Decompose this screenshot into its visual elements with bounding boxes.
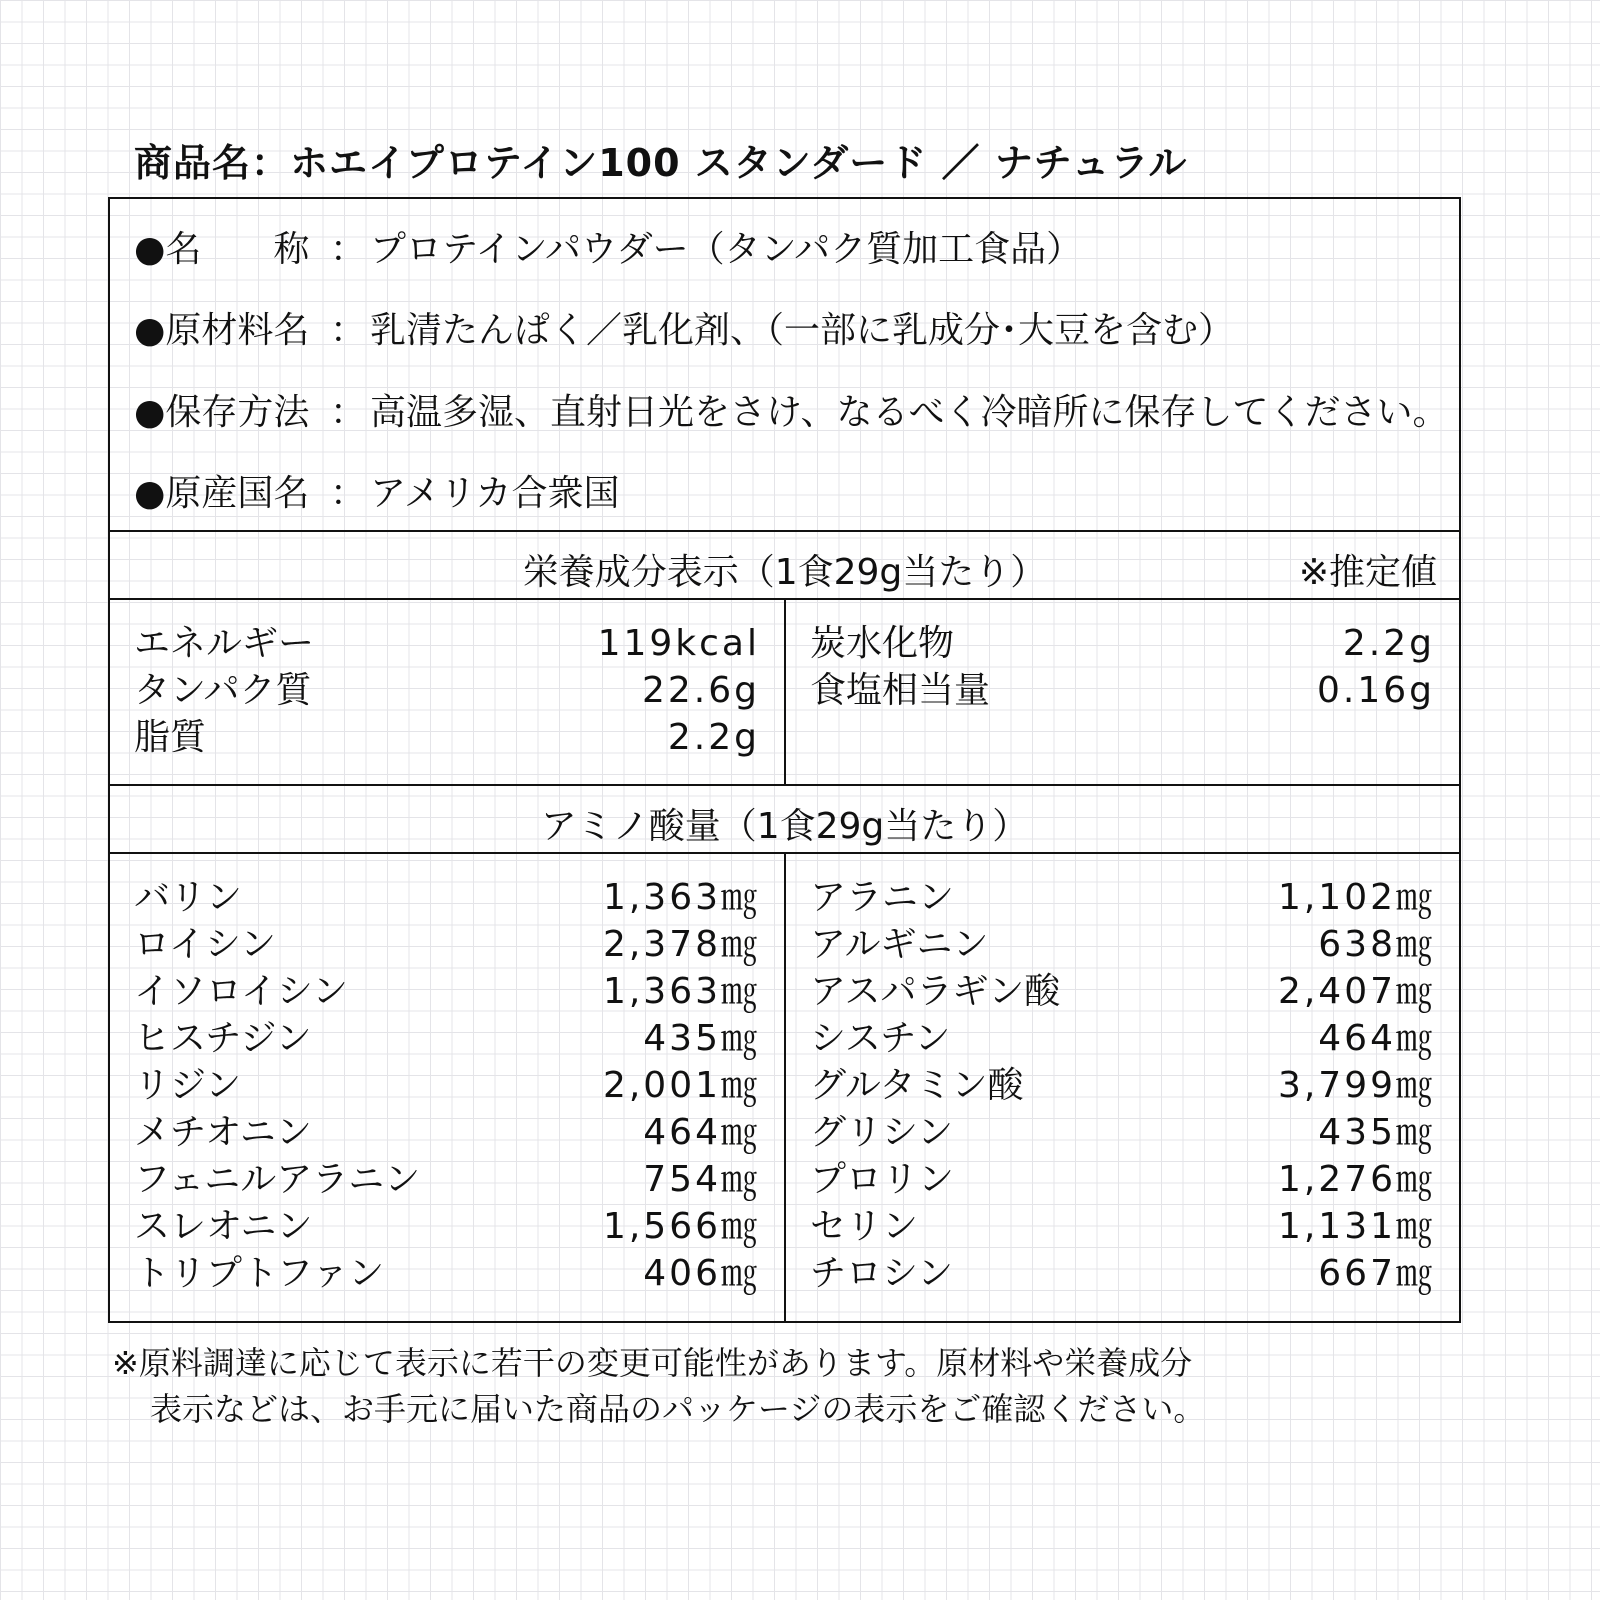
table-row xyxy=(110,667,784,714)
info-value: 高温多湿、直射日光をさけ、なるべく冷暗所に保存してください。 xyxy=(370,392,1449,433)
table-row xyxy=(110,620,784,667)
nutrition-right-column xyxy=(786,600,1459,784)
row-name: トリプトファン xyxy=(134,1253,385,1294)
row-name: フェニルアラニン xyxy=(134,1159,421,1200)
row-name: バリン xyxy=(134,877,243,918)
nutrition-left-column xyxy=(110,600,786,784)
table-row xyxy=(110,874,784,921)
row-name: 炭水化物 xyxy=(810,623,955,664)
table-row xyxy=(786,667,1459,714)
amino-left-column xyxy=(110,854,786,1321)
row-name: 食塩相当量 xyxy=(810,670,991,711)
table-row xyxy=(786,1250,1459,1297)
info-row-storage xyxy=(134,384,1449,435)
table-row xyxy=(786,1156,1459,1203)
info-value: 乳清たんぱく／乳化剤、（一部に乳成分･大豆を含む） xyxy=(370,310,1235,351)
table-row xyxy=(786,1109,1459,1156)
row-value: 2,378㎎ xyxy=(602,924,760,965)
table-row xyxy=(110,1109,784,1156)
row-value: 1,102㎎ xyxy=(1277,877,1435,918)
row-value: 464㎎ xyxy=(643,1112,760,1153)
row-value: 1,131㎎ xyxy=(1277,1206,1435,1247)
row-name: メチオニン xyxy=(134,1112,312,1153)
product-title: 商品名：ホエイプロテイン100 スタンダード ／ ナチュラル xyxy=(134,141,1188,185)
row-value: 667㎎ xyxy=(1318,1253,1435,1294)
row-value: 2.2g xyxy=(667,717,760,758)
info-label: ●保存方法 xyxy=(134,392,310,433)
info-value: アメリカ合衆国 xyxy=(370,473,620,514)
row-name: タンパク質 xyxy=(134,670,312,711)
footnote xyxy=(112,1340,1205,1432)
row-name: チロシン xyxy=(810,1253,954,1294)
table-row xyxy=(110,1250,784,1297)
row-name: ロイシン xyxy=(134,924,277,965)
table-row xyxy=(786,968,1459,1015)
info-row-ingredients xyxy=(134,302,1234,353)
info-row-name xyxy=(134,221,1082,272)
info-value: プロテインパウダー（タンパク質加工食品） xyxy=(370,229,1083,270)
row-name: エネルギー xyxy=(134,623,315,664)
amino-header xyxy=(110,786,1459,854)
row-value: 22.6g xyxy=(641,670,760,711)
row-name: セリン xyxy=(810,1206,919,1247)
colon: ： xyxy=(330,229,367,270)
row-value: 638㎎ xyxy=(1318,924,1435,965)
amino-right-column xyxy=(786,854,1459,1321)
row-name: シスチン xyxy=(810,1018,951,1059)
nutrition-header-title: 栄養成分表示（1食29g当たり） xyxy=(522,552,1047,593)
footnote-line: ※原料調達に応じて表示に若干の変更可能性があります。原材料や栄養成分 xyxy=(112,1344,1193,1382)
nutrition-section xyxy=(110,600,1459,786)
table-row xyxy=(110,1203,784,1250)
table-row xyxy=(786,620,1459,667)
row-value: 1,363㎎ xyxy=(602,877,760,918)
product-info-section xyxy=(110,199,1459,532)
row-name: ヒスチジン xyxy=(134,1018,312,1059)
table-row xyxy=(786,1203,1459,1250)
row-value: 2.2g xyxy=(1342,623,1435,664)
row-value: 754㎎ xyxy=(643,1159,760,1200)
amino-section xyxy=(110,854,1459,1321)
row-name: リジン xyxy=(134,1065,242,1106)
table-row xyxy=(786,921,1459,968)
label-table xyxy=(108,197,1461,1323)
row-value: 0.16g xyxy=(1316,670,1435,711)
table-row xyxy=(110,1015,784,1062)
table-row xyxy=(110,921,784,968)
info-label: ●名 称 xyxy=(134,229,310,270)
row-value: 2,001㎎ xyxy=(602,1065,760,1106)
row-name: スレオニン xyxy=(134,1206,313,1247)
table-row xyxy=(110,714,784,761)
amino-header-title: アミノ酸量（1食29g当たり） xyxy=(540,806,1029,847)
table-row xyxy=(110,1156,784,1203)
row-name: アラニン xyxy=(810,877,955,918)
row-name: 脂質 xyxy=(134,717,207,758)
row-value: 1,276㎎ xyxy=(1277,1159,1435,1200)
info-label: ●原産国名 xyxy=(134,473,310,514)
table-row xyxy=(786,874,1459,921)
info-label: ●原材料名 xyxy=(134,310,310,351)
row-name: グリシン xyxy=(810,1112,954,1153)
row-value: 119kcal xyxy=(597,623,760,664)
table-row xyxy=(786,1062,1459,1109)
info-row-origin xyxy=(134,465,619,516)
colon: ： xyxy=(330,392,367,433)
row-value: 435㎎ xyxy=(643,1018,760,1059)
estimate-note: ※推定値 xyxy=(1298,552,1437,593)
row-value: 406㎎ xyxy=(643,1253,760,1294)
row-name: イソロイシン xyxy=(134,971,349,1012)
colon: ： xyxy=(330,310,367,351)
row-value: 3,799㎎ xyxy=(1277,1065,1435,1106)
row-name: グルタミン酸 xyxy=(810,1065,1024,1106)
row-name: プロリン xyxy=(810,1159,955,1200)
footnote-line: 表示などは、お手元に届いた商品のパッケージの表示をご確認ください。 xyxy=(150,1390,1206,1428)
row-value: 1,566㎎ xyxy=(602,1206,760,1247)
colon: ： xyxy=(330,473,367,514)
row-value: 435㎎ xyxy=(1318,1112,1435,1153)
table-row xyxy=(786,1015,1459,1062)
row-name: アルギニン xyxy=(810,924,989,965)
table-row xyxy=(110,968,784,1015)
row-value: 1,363㎎ xyxy=(602,971,760,1012)
nutrition-header xyxy=(110,532,1459,600)
table-row xyxy=(110,1062,784,1109)
row-value: 2,407㎎ xyxy=(1277,971,1435,1012)
row-name: アスパラギン酸 xyxy=(810,971,1061,1012)
row-value: 464㎎ xyxy=(1318,1018,1435,1059)
